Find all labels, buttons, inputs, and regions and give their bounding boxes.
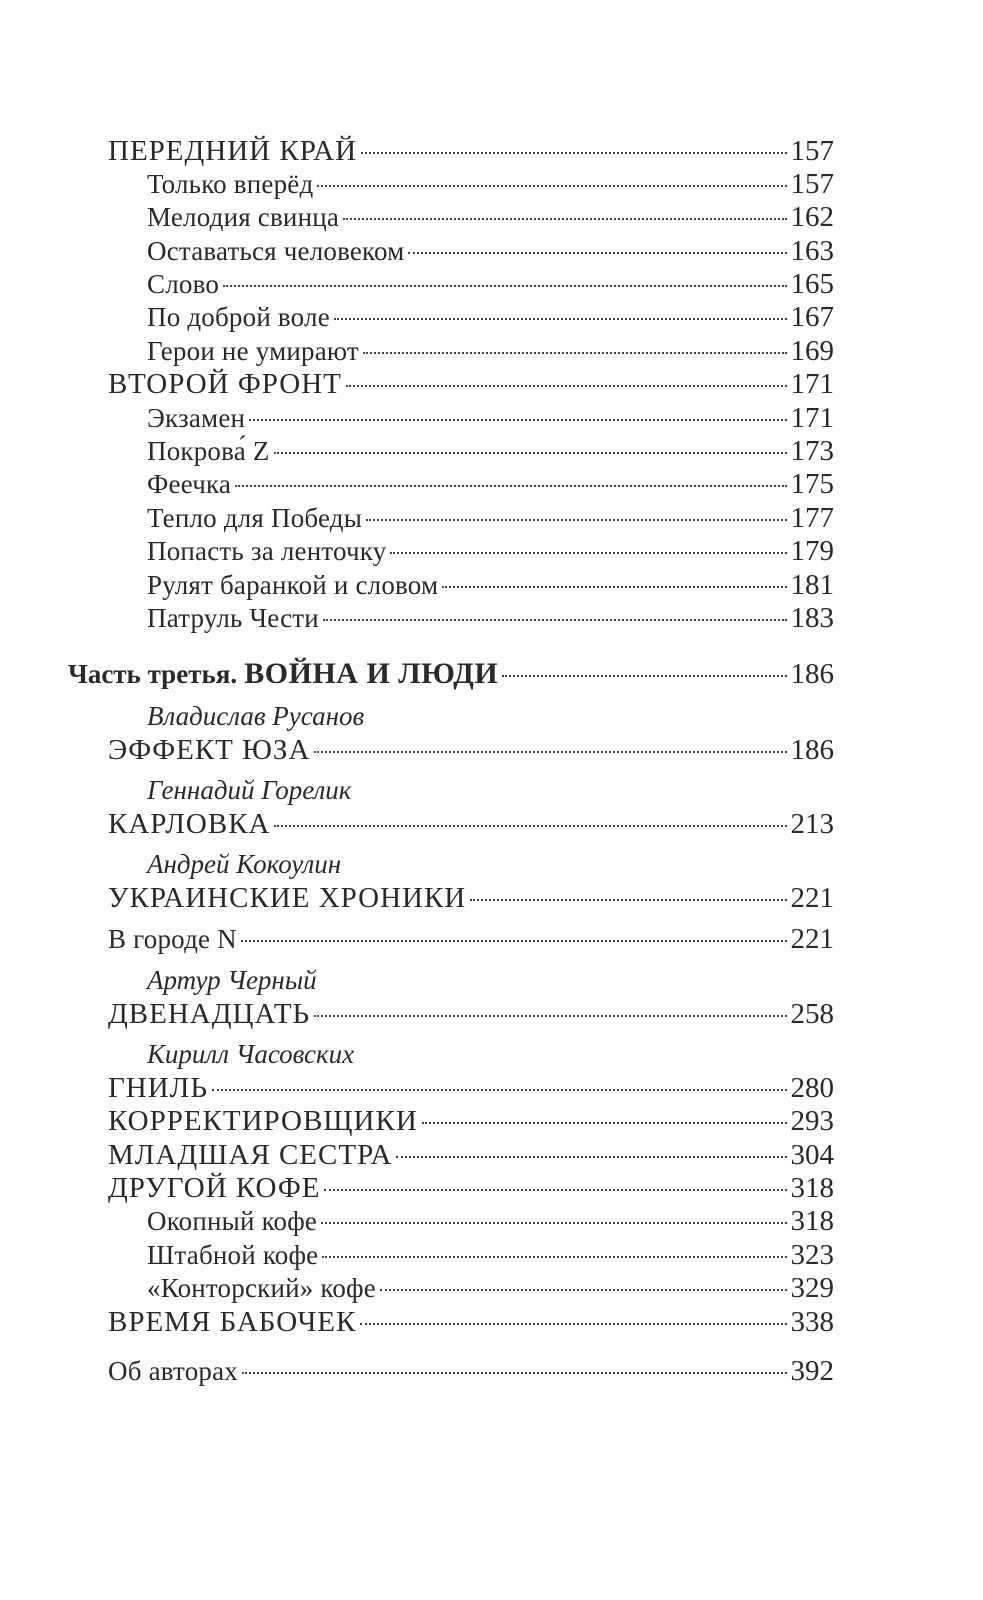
dot-leader <box>366 519 786 521</box>
toc-entry <box>147 300 834 334</box>
toc-entry-page: 318 <box>790 1172 834 1204</box>
toc-entry-title: Рулят баранкой и словом <box>147 570 439 600</box>
toc-entry <box>147 334 834 368</box>
toc-entry-page: 157 <box>790 135 834 167</box>
toc-entry-page: 163 <box>790 235 834 267</box>
toc-entry-title: ДРУГОЙ КОФЕ <box>108 1172 321 1204</box>
dot-leader <box>314 751 786 753</box>
dot-leader <box>502 675 786 677</box>
toc-entry-page: 186 <box>790 658 834 690</box>
dot-leader <box>212 1089 787 1091</box>
toc-entry-title: ПЕРЕДНИЙ КРАЙ <box>108 135 358 167</box>
dot-leader <box>324 1189 786 1191</box>
toc-entry <box>147 1238 834 1272</box>
author-name: Андрей Кокоулин <box>147 849 342 879</box>
dot-leader <box>322 1256 786 1258</box>
toc-entry-page: 175 <box>790 468 834 500</box>
toc-entry-page: 280 <box>790 1072 834 1104</box>
toc-entry <box>147 401 834 435</box>
toc-entry <box>147 601 834 635</box>
toc-entry-title: КАРЛОВКА <box>108 808 271 840</box>
dot-leader <box>235 485 786 487</box>
toc-entry <box>147 267 834 301</box>
toc-entry-page: 293 <box>790 1105 834 1137</box>
toc-entry <box>108 1354 834 1388</box>
dot-leader <box>408 252 786 254</box>
dot-leader <box>470 899 786 901</box>
toc-entry-title: «Конторский» кофе <box>147 1273 376 1303</box>
dot-leader <box>242 1372 787 1374</box>
toc-entry-title: Тепло для Победы <box>147 503 363 533</box>
dot-leader <box>321 1222 786 1224</box>
toc-entry <box>108 1171 834 1205</box>
toc-entry <box>108 367 834 401</box>
toc-entry-page: 392 <box>790 1355 834 1387</box>
toc-entry-title: ВРЕМЯ БАБОЧЕК <box>108 1306 357 1338</box>
dot-leader <box>323 619 787 621</box>
toc-entry-title: Об авторах <box>108 1356 238 1386</box>
part-label: Часть третья. <box>68 659 238 689</box>
toc-entry-page: 338 <box>790 1306 834 1338</box>
toc-entry-title: Экзамен <box>147 403 246 433</box>
toc-entry-title: Покрова́ Z <box>147 436 270 466</box>
toc-entry-title: Патруль Чести <box>147 603 319 633</box>
toc-entry-title: Мелодия свинца <box>147 202 340 232</box>
toc-entry-page: 171 <box>790 368 834 400</box>
toc-entry <box>147 234 834 268</box>
toc-entry-page: 157 <box>790 168 834 200</box>
toc-entry-page: 169 <box>790 335 834 367</box>
toc-entry <box>108 997 834 1031</box>
toc-entry-page: 179 <box>790 535 834 567</box>
toc-entry-page: 162 <box>790 201 834 233</box>
toc-entry-title: Попасть за ленточку <box>147 536 387 566</box>
toc-entry-title: Окопный кофе <box>147 1206 318 1236</box>
dot-leader <box>241 940 787 942</box>
dot-leader <box>361 152 786 154</box>
toc-entry <box>147 200 834 234</box>
toc-entry-page: 318 <box>790 1205 834 1237</box>
toc-entry-page: 213 <box>790 808 834 840</box>
toc-entry <box>147 501 834 535</box>
toc-entry-title: Оставаться человеком <box>147 236 405 266</box>
toc-entry <box>108 922 834 956</box>
dot-leader <box>360 1323 786 1325</box>
toc-entry-title: Слово <box>147 269 220 299</box>
toc-entry <box>147 467 834 501</box>
dot-leader <box>314 1015 786 1017</box>
toc-entry-title: Герои не умирают <box>147 336 359 366</box>
dot-leader <box>249 419 786 421</box>
toc-entry-page: 329 <box>790 1272 834 1304</box>
toc-entry <box>108 1138 834 1172</box>
toc-entry-page: 221 <box>790 923 834 955</box>
toc-entry-page: 181 <box>790 569 834 601</box>
toc-entry-title: МЛАДШАЯ СЕСТРА <box>108 1139 393 1171</box>
toc-entry-title: В городе N <box>108 924 237 954</box>
toc-entry-page: 183 <box>790 602 834 634</box>
dot-leader <box>334 318 787 320</box>
toc-entry-title: КОРРЕКТИРОВЩИКИ <box>108 1105 418 1137</box>
toc-entry <box>108 134 834 168</box>
toc-entry <box>147 1271 834 1305</box>
toc-entry <box>147 534 834 568</box>
toc-part-heading <box>68 657 834 692</box>
author-name: Артур Черный <box>147 965 317 995</box>
toc-part-title <box>68 657 498 692</box>
toc-entry-page: 221 <box>790 882 834 914</box>
toc-entry-title: ВТОРОЙ ФРОНТ <box>108 368 342 400</box>
dot-leader <box>380 1289 787 1291</box>
author-name: Кирилл Часовских <box>147 1039 355 1069</box>
dot-leader <box>343 218 786 220</box>
toc-entry <box>108 807 834 841</box>
toc-entry-title: ГНИЛЬ <box>108 1072 208 1104</box>
dot-leader <box>274 825 786 827</box>
toc-entry-page: 177 <box>790 502 834 534</box>
toc-entry-page: 167 <box>790 301 834 333</box>
toc-entry <box>147 1204 834 1238</box>
toc-entry-page: 258 <box>790 998 834 1030</box>
toc-entry-title: ДВЕНАДЦАТЬ <box>108 998 311 1030</box>
part-name: ВОЙНА И ЛЮДИ <box>244 657 499 690</box>
toc-entry-title: ЭФФЕКТ ЮЗА <box>108 734 311 766</box>
toc-entry-page: 173 <box>790 435 834 467</box>
toc-entry-page: 323 <box>790 1239 834 1271</box>
dot-leader <box>346 385 787 387</box>
dot-leader <box>363 352 787 354</box>
toc-entry <box>108 881 834 915</box>
toc-entry-title: Феечка <box>147 469 232 499</box>
dot-leader <box>422 1122 787 1124</box>
toc-entry <box>147 568 834 602</box>
toc-entry <box>108 733 834 767</box>
dot-leader <box>442 586 786 588</box>
author-name: Владислав Русанов <box>147 701 365 731</box>
toc-entry <box>147 167 834 201</box>
toc-entry-page: 186 <box>790 734 834 766</box>
toc-entry <box>108 1305 834 1339</box>
toc-entry-title: УКРАИНСКИЕ ХРОНИКИ <box>108 882 467 914</box>
toc-entry <box>108 1071 834 1105</box>
dot-leader <box>274 452 787 454</box>
dot-leader <box>223 285 786 287</box>
toc-entry-page: 165 <box>790 268 834 300</box>
toc-entry-title: Только вперёд <box>147 169 314 199</box>
toc-entry-title: По доброй воле <box>147 302 330 332</box>
toc-entry-page: 171 <box>790 402 834 434</box>
dot-leader <box>317 185 786 187</box>
author-name: Геннадий Горелик <box>147 775 352 805</box>
toc-entry <box>147 434 834 468</box>
dot-leader <box>396 1156 786 1158</box>
toc-entry <box>108 1104 834 1138</box>
toc-entry-title: Штабной кофе <box>147 1240 319 1270</box>
dot-leader <box>390 552 786 554</box>
toc-entry-page: 304 <box>790 1139 834 1171</box>
